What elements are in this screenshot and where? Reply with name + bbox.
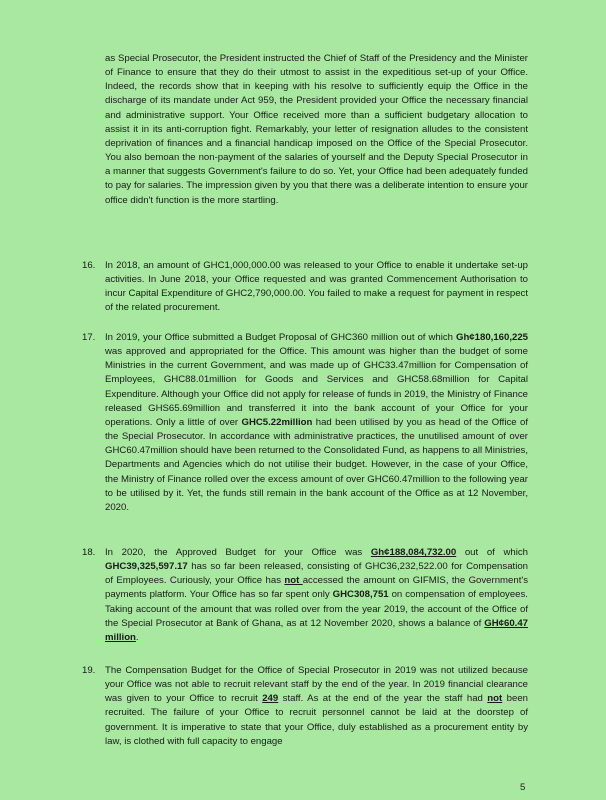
bold-amount: GHC39,325,597.17: [105, 561, 188, 573]
underlined-word: not: [284, 575, 303, 587]
text-run: In 2019, your Office submitted a Budget Proposal of GHC360 million out of which: [105, 332, 456, 343]
paragraph-text: [105, 546, 528, 645]
text-run: The Compensation Budget for the Office of Special Prosecutor in 2019 was not utilized because your Office was not able to recruit relevant staff by the end of the year. In 2019 financial clearance was given to your Office to recruit: [105, 665, 528, 705]
underlined-word: not: [487, 693, 503, 705]
paragraph-number: 19.: [82, 665, 96, 676]
text-run: accessed the amount on GIFMIS, the Government's payments platform. Your Office has so far spent only: [105, 575, 529, 601]
text-run: been recruited. The failure of your Office to recruit personnel cannot be laid at the doorstep of government. It is imperative to state that your Office, duly established as a procurement entity by law, is clothed with full capacity to engage: [105, 693, 528, 747]
paragraph-number: 18.: [82, 547, 96, 558]
bold-amount: GHC308,751: [332, 589, 389, 601]
paragraph-number: 16.: [82, 260, 96, 271]
text-run: has so far been released, consisting of GHC36,232,522.00 for Compensation of Employees. Curiously, your Office has: [105, 561, 528, 587]
underlined-amount: GH¢60.47 million: [105, 617, 528, 643]
bold-amount: Gh¢180,160,225: [455, 332, 528, 343]
text-run: staff. As at the end of the year the staff had: [278, 693, 488, 705]
paragraph-17: [82, 331, 528, 515]
page-number: 5: [520, 782, 526, 793]
bold-amount: GHC5.22million: [241, 416, 313, 428]
underlined-amount: Gh¢188,084,732.00: [370, 547, 457, 558]
text-run: had been utilised by you as head of the Office of the Special Prosecutor. In accordance with administrative practices, the unutilised amount of over GHC60.47million should have been returned to the Consolidated Fund, as happens to all Ministries, Departments and Agencies which do not utilise their budget. However, in the case of your Office, the Ministry of Finance rolled over the excess amount of over GHC60.47million to the following year to be utilised by it. Yet, the funds still remain in the bank account of the Office as at 12 November, 2020.: [105, 416, 528, 513]
paragraph-number: 17.: [82, 332, 96, 343]
paragraph-text: [105, 664, 528, 749]
paragraph-text: In 2018, an amount of GHC1,000,000.00 was released to your Office to enable it undertake set-up activities. In June 2018, your Office requested and was granted Commencement Authorisation to incur Capital Expenditure of GHC2,790,000.00. You failed to make a request for payment in respect of the related procurement.: [105, 260, 528, 314]
intro-paragraph: as Special Prosecutor, the President instructed the Chief of Staff of the Presidency and the Minister of Finance to ensure that they do their utmost to assist in the expeditious set-up of your Office. Indeed, the records show that in keeping with his resolve to sufficiently equip the Office in the discharge of its mandate under Act 959, the President provided your Office the necessary financial and administrative support. Your Office received more than a sufficient budgetary allocation to assist it in its anti-corruption fight. Remarkably, your letter of resignation alludes to the consistent deprivation of finances and a financial handicap imposed on the Office of the Special Prosecutor. You also bemoan the non-payment of the salaries of yourself and the Deputy Special Prosecutor in a manner that suggests Government's failure to do so. Yet, your Office had been adequately funded to pay for salaries. The impression given by you that there was a deliberate intention to ensure your office didn't function is the more startling.: [105, 53, 528, 206]
paragraph-18: [82, 546, 528, 645]
text-run: on compensation of employees. Taking account of the amount that was rolled over from the year 2019, the account of the Office of the Special Prosecutor at Bank of Ghana, as at 12 November 2020, shows a balance of: [105, 589, 528, 629]
underlined-number: 249: [262, 693, 279, 705]
paragraph-16: [82, 259, 528, 316]
text-run: was approved and appropriated for the Office. This amount was higher than the budget of some Ministries in the current Government, and was made up of GHC33.47million for Compensation of Employees, GHC88.01million for Goods and Services and GHC58.68million for Capital Expenditure. Although your Office did not apply for release of funds in 2019, the Ministry of Finance released GHS65.69million and transferred it into the bank account of your Office for your operations. Only a little of over: [105, 346, 528, 428]
text-run: out of which: [456, 547, 528, 558]
paragraph-19: [82, 664, 528, 749]
paragraph-text: [105, 331, 528, 515]
text-run: In 2020, the Approved Budget for your Office was: [105, 547, 371, 558]
text-run: .: [135, 631, 139, 643]
